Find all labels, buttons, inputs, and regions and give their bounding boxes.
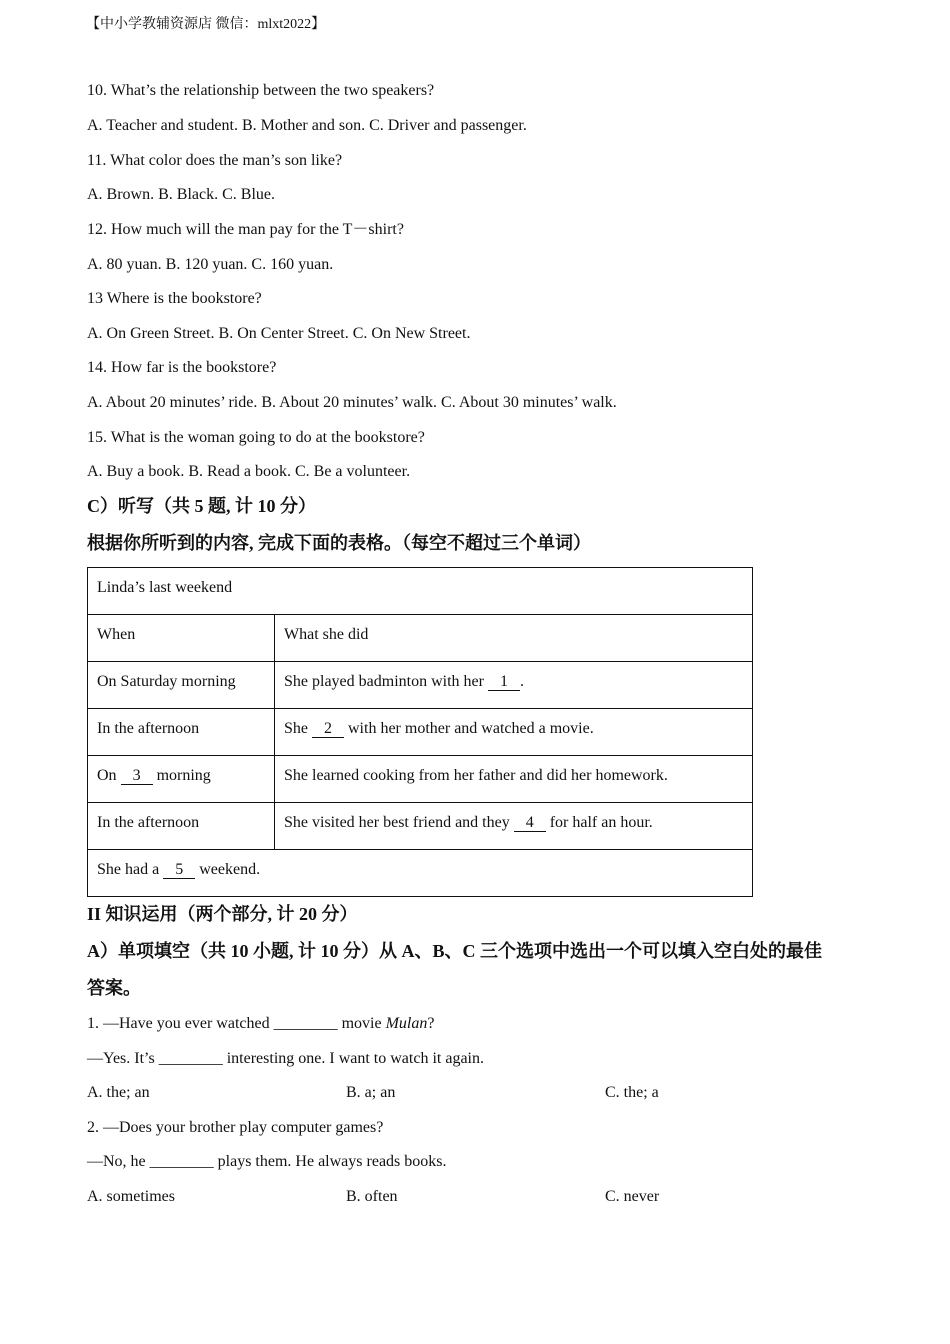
- q2-option-a: A. sometimes: [87, 1188, 175, 1205]
- q1-option-b: B. a; an: [346, 1084, 396, 1101]
- question-1-line1: [87, 1014, 434, 1034]
- question-11: 11. What color does the man’s son like?: [87, 152, 343, 169]
- q1-text-end: ?: [427, 1015, 435, 1032]
- section-c-instruction: 根据你所听到的内容, 完成下面的表格。（每空不超过三个单词）: [87, 533, 591, 553]
- part-2a-instruction-line1: A）单项填空（共 10 小题, 计 10 分）从 A、B、C 三个选项中选出一个可以填入空白处的最佳: [87, 941, 822, 961]
- q1-option-c: C. the; a: [605, 1084, 659, 1101]
- cell-text: She: [284, 720, 312, 737]
- question-10: 10. What’s the relationship between the two speakers?: [87, 82, 435, 99]
- section-c-title: C）听写（共 5 题, 计 10 分）: [87, 496, 316, 516]
- q1-movie-title: Mulan: [385, 1015, 428, 1032]
- table-title-row: [88, 568, 753, 615]
- table-cell-when: In the afternoon: [88, 803, 275, 850]
- table-row: [88, 756, 753, 803]
- table-row: [88, 709, 753, 756]
- question-10-options: A. Teacher and student. B. Mother and son. C. Driver and passenger.: [87, 117, 527, 134]
- cell-text: She had a: [97, 861, 164, 878]
- dictation-table: [87, 567, 753, 897]
- question-13: 13 Where is the bookstore?: [87, 290, 262, 307]
- blank-3: 3: [121, 768, 153, 785]
- question-2-line2: —No, he ________ plays them. He always reads books.: [87, 1153, 447, 1170]
- page-header-watermark: 【中小学教辅资源店 微信：mlxt2022】: [86, 17, 326, 32]
- question-12-options: A. 80 yuan. B. 120 yuan. C. 160 yuan.: [87, 256, 334, 273]
- table-cell-when: In the afternoon: [88, 709, 275, 756]
- cell-text: with her mother and watched a movie.: [344, 720, 594, 737]
- question-11-options: A. Brown. B. Black. C. Blue.: [87, 186, 275, 203]
- table-header-when: When: [88, 615, 275, 662]
- part-2-title: II 知识运用（两个部分, 计 20 分）: [87, 904, 358, 924]
- table-summary-row: [88, 850, 753, 897]
- table-cell-what: [275, 662, 753, 709]
- cell-text: On: [97, 767, 121, 784]
- question-2-line1: 2. —Does your brother play computer games?: [87, 1119, 384, 1136]
- blank-2: 2: [312, 721, 344, 738]
- q1-text: 1. —Have you ever watched ________ movie: [87, 1015, 386, 1032]
- blank-4: 4: [514, 815, 546, 832]
- table-title: Linda’s last weekend: [88, 568, 753, 615]
- table-cell-what: [275, 709, 753, 756]
- question-15-options: A. Buy a book. B. Read a book. C. Be a volunteer.: [87, 463, 411, 480]
- blank-5: 5: [163, 862, 195, 879]
- question-12: 12. How much will the man pay for the T－shirt?: [87, 221, 404, 238]
- question-14: 14. How far is the bookstore?: [87, 359, 277, 376]
- table-cell-when: [88, 756, 275, 803]
- question-14-options: A. About 20 minutes’ ride. B. About 20 minutes’ walk. C. About 30 minutes’ walk.: [87, 394, 617, 411]
- cell-text: for half an hour.: [545, 814, 653, 831]
- table-cell-what: [275, 803, 753, 850]
- question-1-line2: —Yes. It’s ________ interesting one. I want to watch it again.: [87, 1050, 484, 1067]
- table-cell-what: She learned cooking from her father and did her homework.: [275, 756, 753, 803]
- cell-text: She visited her best friend and they: [284, 814, 514, 831]
- part-2a-instruction-line2: 答案。: [87, 978, 141, 998]
- q1-option-a: A. the; an: [87, 1084, 150, 1101]
- cell-text: .: [519, 673, 524, 690]
- table-header-row: [88, 615, 753, 662]
- table-row: [88, 803, 753, 850]
- q2-option-c: C. never: [605, 1188, 660, 1205]
- cell-text: She played badminton with her: [284, 673, 488, 690]
- table-row: [88, 662, 753, 709]
- cell-text: weekend.: [195, 861, 261, 878]
- table-summary: [88, 850, 753, 897]
- blank-1: 1: [488, 674, 520, 691]
- q2-option-b: B. often: [346, 1188, 398, 1205]
- cell-text: morning: [152, 767, 211, 784]
- table-cell-when: On Saturday morning: [88, 662, 275, 709]
- question-15: 15. What is the woman going to do at the bookstore?: [87, 429, 425, 446]
- table-header-what: What she did: [275, 615, 753, 662]
- question-13-options: A. On Green Street. B. On Center Street. C. On New Street.: [87, 325, 471, 342]
